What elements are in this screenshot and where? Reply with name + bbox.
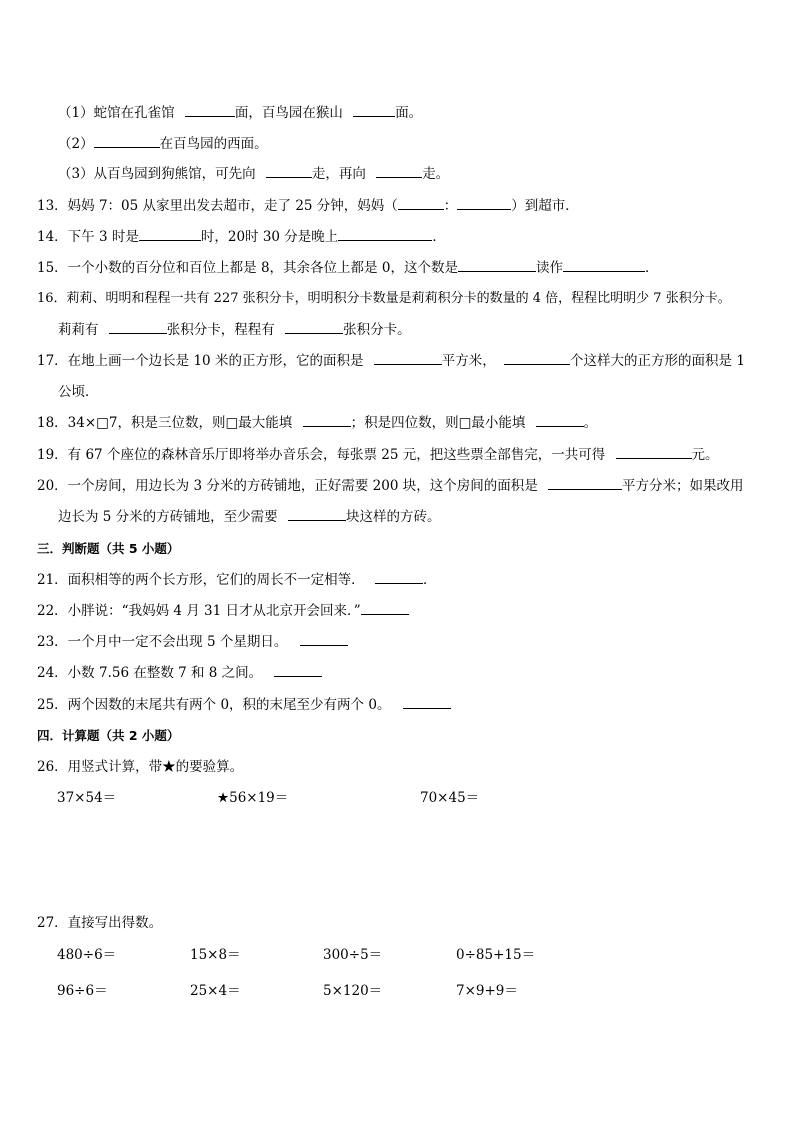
answer-blank[interactable] <box>266 165 312 178</box>
q17-text-c: 个这样大的正方形的面积是 1 <box>570 353 745 369</box>
answer-blank[interactable] <box>403 696 451 709</box>
question-16-line2 <box>58 321 411 339</box>
q27-item: 480÷6＝ <box>57 947 117 963</box>
q12-p3-text-b: 走，再向 <box>311 166 366 182</box>
q27-item: 7×9+9＝ <box>456 983 518 999</box>
question-19 <box>37 446 719 464</box>
q21-text-a: 21．面积相等的两个长方形，它们的周长不一定相等． <box>37 572 365 588</box>
q27-item: 5×120＝ <box>323 983 383 999</box>
question-21 <box>37 571 436 589</box>
section-heading-calculation: 四．计算题（共 2 小题） <box>37 728 180 743</box>
answer-blank[interactable] <box>185 104 235 117</box>
answer-blank[interactable] <box>139 228 201 241</box>
q14-text-a: 14．下午 3 时是 <box>37 229 139 245</box>
q12-p1-text-a: （1）蛇馆在孔雀馆 <box>58 105 175 121</box>
question-26-title: 26．用竖式计算，带★的要验算。 <box>37 759 244 775</box>
q26-item: ★56×19＝ <box>217 790 289 806</box>
q27-item: 25×4＝ <box>190 983 241 999</box>
q16-text-a: 16．莉莉、明明和程程一共有 227 张积分卡，明明积分卡数量是莉莉积分卡的数量的 4 倍，程程比明明少 7 张积分卡。 <box>37 291 731 306</box>
q12-p3-text-a: （3）从百鸟园到狗熊馆，可先向 <box>58 166 256 182</box>
answer-blank[interactable] <box>274 664 322 677</box>
question-16-line1 <box>37 290 731 308</box>
q21-text-b: ． <box>422 572 437 588</box>
q27-item: 300÷5＝ <box>323 947 383 963</box>
question-20-line1 <box>37 477 744 495</box>
q17-text-b: 平方米， <box>441 353 496 369</box>
answer-blank[interactable] <box>563 259 645 272</box>
answer-blank[interactable] <box>548 477 622 490</box>
q18-text-b: ；积是四位数，则□最小能填 <box>350 415 526 431</box>
question-27-title: 27．直接写出得数。 <box>37 915 163 931</box>
answer-blank[interactable] <box>536 414 584 427</box>
answer-blank[interactable] <box>303 414 351 427</box>
q12-part2 <box>58 135 268 153</box>
q15-text-c: ． <box>644 260 659 276</box>
question-23 <box>37 633 348 651</box>
answer-blank[interactable] <box>94 135 160 148</box>
question-24 <box>37 664 322 682</box>
q13-text-c: ）到超市． <box>511 198 579 214</box>
q20-text-b: 平方分米；如果改用 <box>622 478 744 494</box>
answer-blank[interactable] <box>376 165 422 178</box>
answer-blank[interactable] <box>288 508 346 521</box>
q16-text-d: 张积分卡。 <box>343 322 411 338</box>
q19-text-a: 19．有 67 个座位的森林音乐厅即将举办音乐会，每张票 25 元，把这些票全部售完，一共可得 <box>37 447 606 463</box>
answer-blank[interactable] <box>353 104 395 117</box>
answer-blank[interactable] <box>504 352 570 365</box>
q12-p2-text-a: （2） <box>58 136 94 152</box>
q12-p1-text-b: 面，百鸟园在猴山 <box>234 105 343 121</box>
question-17-line1 <box>37 352 745 370</box>
answer-blank[interactable] <box>375 571 423 584</box>
question-13 <box>37 197 579 215</box>
question-22 <box>37 602 409 620</box>
question-20-line2 <box>58 508 440 526</box>
answer-blank[interactable] <box>457 197 511 210</box>
q17-text-d: 公顷． <box>58 384 99 400</box>
q24-text-a: 24．小数 7.56 在整数 7 和 8 之间。 <box>37 665 263 681</box>
q27-item: 0÷85+15＝ <box>456 947 536 963</box>
q27-item: 96÷6＝ <box>57 983 108 999</box>
q26-item: 70×45＝ <box>420 790 480 806</box>
answer-blank[interactable] <box>398 197 444 210</box>
q20-text-d: 块这样的方砖。 <box>345 509 441 525</box>
q14-text-b: 时，20时 30 分是晚上 <box>200 229 339 245</box>
q27-item: 15×8＝ <box>190 947 241 963</box>
q15-text-b: 读作 <box>535 260 563 276</box>
q25-text-a: 25．两个因数的末尾共有两个 0，积的末尾至少有两个 0。 <box>37 697 391 713</box>
q18-text-c: 。 <box>583 415 598 431</box>
q26-item: 37×54＝ <box>57 790 117 806</box>
q12-part3 <box>58 165 449 183</box>
answer-blank[interactable] <box>616 446 692 459</box>
q15-text-a: 15．一个小数的百分位和百位上都是 8，其余各位上都是 0，这个数是 <box>37 260 458 276</box>
question-25 <box>37 696 451 714</box>
q12-p2-text-b: 在百鸟园的西面。 <box>159 136 268 152</box>
question-15 <box>37 259 658 277</box>
q12-p1-text-c: 面。 <box>395 105 423 121</box>
q12-part1 <box>58 104 422 122</box>
q16-text-c: 张积分卡，程程有 <box>166 322 275 338</box>
q12-p3-text-c: 走。 <box>422 166 450 182</box>
answer-blank[interactable] <box>374 352 442 365</box>
q22-text-a: 22．小胖说：“我妈妈 4 月 31 日才从北京开会回来．” <box>37 603 361 619</box>
q13-text-a: 13．妈妈 7：05 从家里出发去超市，走了 25 分钟，妈妈（ <box>37 198 398 214</box>
q23-text-a: 23．一个月中一定不会出现 5 个星期日。 <box>37 634 288 650</box>
q17-text-a: 17．在地上画一个边长是 10 米的正方形，它的面积是 <box>37 353 364 369</box>
q16-text-b: 莉莉有 <box>58 322 99 338</box>
q20-text-a: 20．一个房间，用边长为 3 分米的方砖铺地，正好需要 200 块，这个房间的面积是 <box>37 478 538 494</box>
answer-blank[interactable] <box>300 633 348 646</box>
question-18 <box>37 414 597 432</box>
q20-text-c: 边长为 5 分米的方砖铺地，至少需要 <box>58 509 278 525</box>
section-heading-judgement: 三．判断题（共 5 小题） <box>37 541 180 556</box>
q13-text-b: ： <box>443 198 458 214</box>
answer-blank[interactable] <box>285 321 343 334</box>
answer-blank[interactable] <box>338 228 432 241</box>
q18-text-a: 18．34×□7，积是三位数，则□最大能填 <box>37 415 293 431</box>
question-17-line2 <box>58 383 99 401</box>
question-14 <box>37 228 446 246</box>
answer-blank[interactable] <box>458 259 536 272</box>
answer-blank[interactable] <box>109 321 167 334</box>
q14-text-c: ． <box>432 229 446 245</box>
answer-blank[interactable] <box>361 602 409 615</box>
q19-text-b: 元。 <box>691 447 719 463</box>
